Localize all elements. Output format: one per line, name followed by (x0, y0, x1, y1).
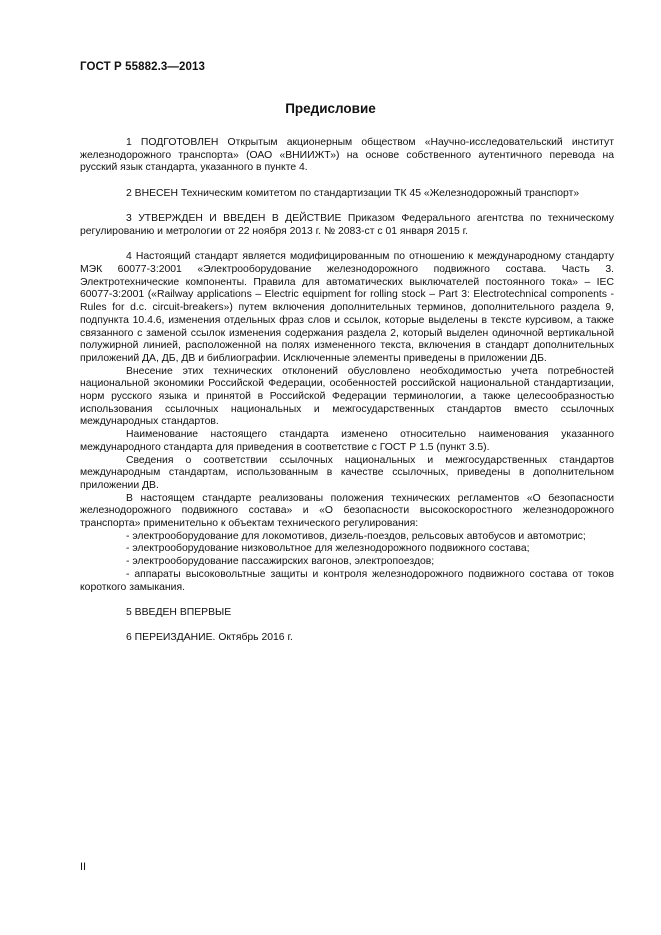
paragraph-first-introduced: 5 ВВЕДЕН ВПЕРВЫЕ (126, 606, 232, 618)
standard-code-header: ГОСТ Р 55882.3—2013 (80, 61, 205, 73)
list-item: - аппараты высоковольтные защиты и контроля железнодорожного подвижного состава от токов короткого замыкания. (80, 568, 614, 593)
paragraph-title-change: Наименование настоящего стандарта изменено относительно наименования указанного международного стандарта для приведения в соответствие с ГОСТ Р 1.5 (пункт 3.5). (80, 429, 614, 453)
list-item: - электрооборудование для локомотивов, дизель-поездов, рельсовых автобусов и автомотрис; (126, 530, 586, 542)
paragraph-submitted: 2 ВНЕСЕН Техническим комитетом по стандартизации ТК 45 «Железнодорожный транспорт» (126, 187, 580, 199)
foreword-body (80, 137, 614, 645)
paragraph-approved: 3 УТВЕРЖДЕН И ВВЕДЕН В ДЕЙСТВИЕ Приказом Федерального агентства по техническому регулированию и метрологии от 22 ноября 2013 г. № 2083-ст с 01 января 2015 г. (80, 213, 614, 237)
list-item: - электрооборудование низковольтное для железнодорожного подвижного состава; (126, 543, 530, 555)
page-title: Предисловие (285, 101, 376, 116)
list-item: - электрооборудование пассажирских вагонов, электропоездов; (126, 556, 435, 568)
paragraph-modified: 4 Настоящий стандарт является модифицированным по отношению к международному стандарту МЭК 60077-3:2001 «Электрооборудование железнодорожного подвижного состава. Часть 3. Электротехнические компоненты. Правила для автоматических выключателей постоянного тока» – IEC 60077-3:2001 («Railway applications – Electric equipment for rolling stock – Part 3: Electrotechnical components - Rules for d.c. circuit-breakers») путем включения дополнительных терминов, дополнительного раздела 9, подпункта 10.4.6, изменения отдельных фраз слов и ссылок, которые выделены в тексте курсивом, а также связанного с заменой ссылок изменения содержания раздела 2, который выделен одиночной вертикальной полужирной линией, расположенной на полях измененного текста, включения в стандарт дополнительных приложений ДА, ДБ, ДВ и библиографии. Исключенные элементы приведены в приложении ДБ. (80, 251, 614, 364)
paragraph-regulations: В настоящем стандарте реализованы положения технических регламентов «О безопасности железнодорожного подвижного состава» и «О безопасности высокоскоростного железнодорожного транспорта» применительно к объектам технического регулирования: (80, 492, 614, 530)
paragraph-reissue: 6 ПЕРЕИЗДАНИЕ. Октябрь 2016 г. (126, 632, 293, 644)
paragraph-deviations: Внесение этих технических отклонений обусловлено необходимостью учета потребностей национальной экономики Российской Федерации, особенностей российской национальной стандартизации, норм русского языка и принятой в Российской Федерации терминологии, а также целесообразностью использования ссылочных национальных и межгосударственных стандартов вместо ссылочных международных стандартов. (80, 365, 614, 428)
page-number: II (80, 861, 87, 873)
paragraph-prepared: 1 ПОДГОТОВЛЕН Открытым акционерным обществом «Научно-исследовательский институт железнодорожного транспорта» (ОАО «ВНИИЖТ») на основе собственного аутентичного перевода на русский язык стандарта, указанного в пункте 4. (80, 137, 614, 174)
paragraph-references: Сведения о соответствии ссылочных национальных и межгосударственных стандартов международным стандартам, использованным в качестве ссылочных, приведены в дополнительном приложении ДВ. (80, 454, 614, 491)
